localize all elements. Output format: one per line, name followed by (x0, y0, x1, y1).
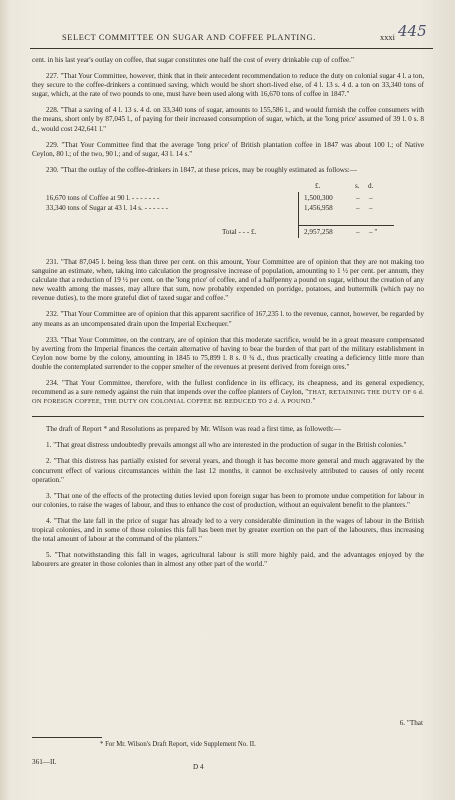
footnote-rule (32, 737, 102, 738)
table-row-coffee-label: 16,670 tons of Coffee at 90 l. - - - - - - - (46, 193, 160, 202)
paragraph-228: 228. "That a saving of 4 l. 13 s. 4 d. on 33,340 tons of sugar, amounts to 155,586 l., and would furnish the coffee consumers with the means, short only by 87,045 l., of paying for their increased consumption of sugar, which, at the 'long price' assumed of 39 l. 0 s. 8 d., would cost 242,641 l." (32, 106, 424, 133)
table-row-sugar-shillings: – (356, 203, 360, 212)
table-rule-vertical (298, 192, 299, 225)
table-row-sugar-pence: – (369, 203, 373, 212)
paragraph-234-smallcaps: THAT, RETAINING THE DUTY OF 6 d. ON FOREIGN COFFEE, THE DUTY ON COLONIAL COFFEE BE REDUCED TO 2 d. A POUND. (32, 389, 424, 406)
table-row-coffee-shillings: – (356, 193, 360, 202)
paragraph-234-text: 234. "That Your Committee, therefore, with the fullest confidence in its efficacy, its cheapness, and its general expediency, recommend as a sure remedy against the ruin that impends over the coffee planters of Ceylon, " (32, 378, 424, 397)
running-header (30, 22, 433, 49)
table-row-coffee-pounds: 1,500,300 (304, 193, 333, 202)
catchword: 6. "That (399, 719, 423, 727)
signature-mark-left: 361—II. (32, 758, 57, 766)
paragraph-229: 229. "That Your Committee find that the average 'long price' of British plantation coffee in 1847 was about 100 l.; of Native Ceylon, 80 l.; of the two, 90 l.; and of sugar, 43 l. 14 s." (32, 140, 424, 158)
paragraph-227: 227. "That Your Committee, however, think that in their antecedent recommendation to reduce the duty on colonial sugar 4 l. a ton, they secure to the coffee-drinkers a continued saving, which would be short short-lived else, of 4 l. 13 s. 4 d. a ton on 33,340 tons of sugar, which, at the rate of two pounds to one, must have been used along with 16,670 tons of coffee in 1847." (32, 72, 424, 99)
signature-mark: D 4 (193, 763, 204, 771)
table-total-label: Total - - - £. (222, 227, 257, 236)
resolution-5: 5. "That notwithstanding this fall in wages, agricultural labour is still more highly paid, and the advantages enjoyed by the labourers are greater in those colonies than in almost any other part of the world." (32, 551, 424, 569)
table-total-pounds: 2,957,258 (304, 227, 333, 236)
paragraph-234-close: " (312, 397, 316, 406)
table-total-pence: – " (369, 227, 378, 236)
paragraph-233: 233. "That Your Committee, on the contrary, are of opinion that this moderate sacrifice, would be in a great measure compensated by averting from the Imperial finances the certain alternative of having to bear the burden of that part of the military establishment in Ceylon now borne by the colony, amounting in 1845 to 75,899 l. 8 s. 0 ¾ d., thus practically creating a deficiency little more than double the contemplated surrender to the copper smelter of the revenues at present derived from foreign ores." (32, 335, 424, 371)
table-row-sugar-pounds: 1,456,958 (304, 203, 333, 212)
report-body (32, 56, 424, 576)
resolution-4: 4. "That the late fall in the price of sugar has already led to a very considerable diminution in the wages of labour in the British tropical colonies, and in some of those colonies this fall has been met by greater exertion on the part of the labourers, thus increasing the total amount of labour at the command of the planters." (32, 516, 424, 544)
handwritten-folio-number: 445 (398, 22, 427, 40)
table-row-sugar-label: 33,340 tons of Sugar at 43 l. 14 s. - - - - - - (46, 203, 168, 212)
paragraph-continued: cent. in his last year's outlay on coffee, that sugar constitutes one half the cost of every drinkable cup of coffee." (32, 56, 354, 64)
running-title: SELECT COMMITTEE ON SUGAR AND COFFEE PLANTING. (62, 33, 316, 42)
section-divider (32, 416, 424, 417)
resolution-1: 1. "That great distress undoubtedly prevails amongst all who are interested in the production of sugar in the British colonies." (46, 441, 407, 450)
paragraph-234 (32, 379, 424, 406)
table-rule-vertical-total (298, 226, 299, 238)
resolution-2: 2. "That this distress has partially existed for several years, and though it has become more general and much aggravated by the concurrent effect of various circumstances within the last 12 months, it cannot be exclusively attributed to causes of only recent operation." (32, 457, 424, 484)
page-number: xxxi (380, 33, 395, 42)
table-head-shillings: s. (355, 181, 360, 190)
table-total-shillings: – (356, 227, 360, 236)
paragraph-232: 232. "That Your Committee are of opinion that this apparent sacrifice of 167,235 l. to the revenue, cannot, however, be regarded by any means as an uncompensated drain upon the Imperial Exchequer." (32, 310, 424, 328)
resolution-3: 3. "That one of the effects of the protecting duties levied upon foreign sugar has been to promote undue competition for labour in our colonies, to raise the wages of labour, and thus to enhance the cost of production, without an equivalent benefit to the planters." (32, 491, 424, 509)
draft-intro: The draft of Report * and Resolutions as prepared by Mr. Wilson was read a first time, as followeth:— (46, 425, 341, 434)
outlay-table (32, 182, 424, 248)
paragraph-230: 230. "That the outlay of the coffee-drinkers in 1847, at these prices, may be roughly estimated as follows:— (46, 165, 357, 174)
table-head-pence: d. (368, 181, 374, 190)
paragraph-231: 231. "That 87,045 l. being less than three per cent. on this amount, Your Committee are of opinion that they are not making too sanguine an estimate, when, taking into calculation the progressive increase of population, amounting to 1 ½ per cent. per annum, they calculate that a reduction of 19 ½ per cent. on the 'long price' of coffee, and of a halfpenny a pound on sugar, without the creation of any new wealth among the masses, may allure that sum, now probably expended on porridge, potatoes, and buttermilk (which pay no revenue duties), to the more grateful diet of taxed sugar and coffee." (32, 257, 424, 303)
table-row-coffee-pence: – (369, 193, 373, 202)
table-rule-total (298, 225, 394, 226)
footnote: * For Mr. Wilson's Draft Report, vide Supplement No. II. (100, 741, 256, 748)
table-head-pounds: £. (315, 181, 321, 190)
